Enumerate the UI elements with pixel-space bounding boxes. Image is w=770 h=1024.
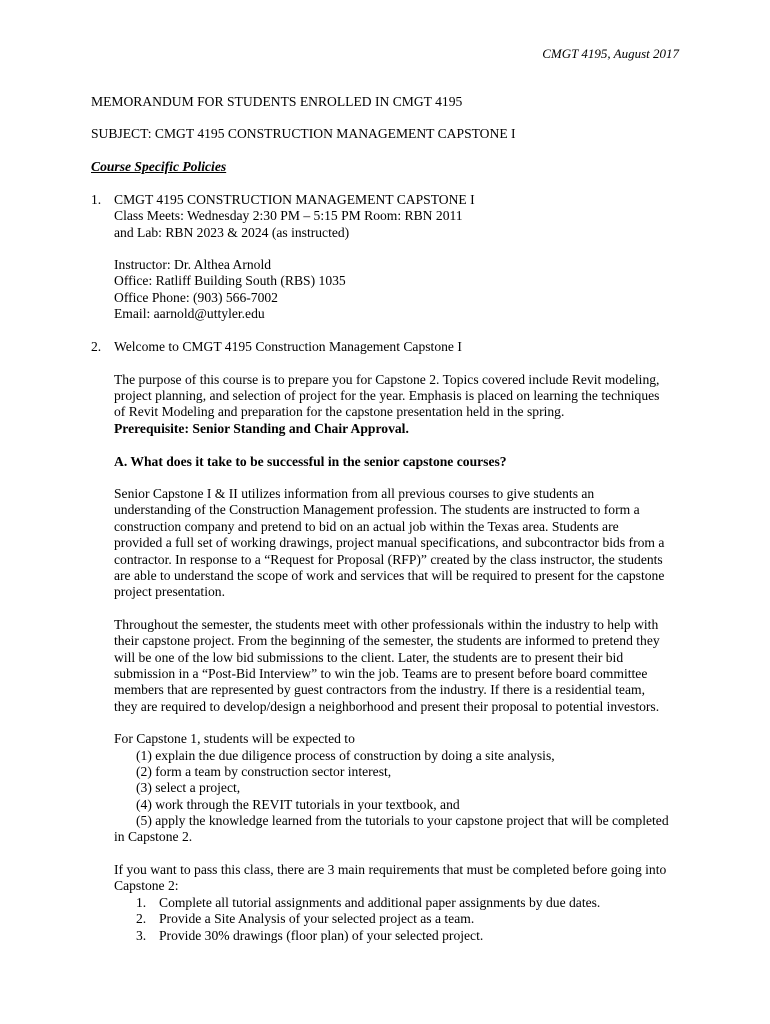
paragraph-1-line: provided a full set of working drawings, project manual specifications, and subcontractor bids from a xyxy=(114,535,665,550)
capstone-1-intro: For Capstone 1, students will be expected to xyxy=(114,731,355,746)
capstone-1-item: (3) select a project, xyxy=(136,780,241,795)
requirement-number: 3. xyxy=(136,928,147,943)
purpose-line: The purpose of this course is to prepare you for Capstone 2. Topics covered include Revit modeling, xyxy=(114,372,660,387)
capstone-1-item: (1) explain the due diligence process of construction by doing a site analysis, xyxy=(136,748,555,763)
class-meets-line: Class Meets: Wednesday 2:30 PM – 5:15 PM Room: RBN 2011 xyxy=(114,208,463,223)
paragraph-2-line: their capstone project. From the beginning of the semester, the students are informed to pretend they xyxy=(114,633,660,648)
purpose-line: project planning, and selection of project for the year. Emphasis is placed on learning the techniques xyxy=(114,388,660,403)
policies-heading: Course Specific Policies xyxy=(91,159,227,174)
lab-line: and Lab: RBN 2023 & 2024 (as instructed) xyxy=(114,225,350,240)
requirement-text: Provide a Site Analysis of your selected project as a team. xyxy=(159,911,475,926)
requirement-text: Complete all tutorial assignments and additional paper assignments by due dates. xyxy=(159,895,601,910)
paragraph-2-line: submission in a “Post-Bid Interview” to win the job. Teams are to present before board committee xyxy=(114,666,648,681)
paragraph-1-line: are able to understand the scope of work and services that will be required to present for the capstone xyxy=(114,568,665,583)
requirements-intro-line: Capstone 2: xyxy=(114,878,179,893)
office-line: Office: Ratliff Building South (RBS) 1035 xyxy=(114,273,346,288)
purpose-line: of Revit Modeling and preparation for the capstone presentation held in the spring. xyxy=(114,404,565,419)
section-2-title: Welcome to CMGT 4195 Construction Management Capstone I xyxy=(114,339,462,354)
capstone-1-item: (2) form a team by construction sector interest, xyxy=(136,764,392,779)
course-date-header: CMGT 4195, August 2017 xyxy=(542,46,679,61)
paragraph-1-line: project presentation. xyxy=(114,584,225,599)
section-1-title: CMGT 4195 CONSTRUCTION MANAGEMENT CAPSTONE I xyxy=(114,192,475,207)
paragraph-2-line: they are required to develop/design a neighborhood and present their proposal to potential investors. xyxy=(114,699,660,714)
email-line: Email: aarnold@uttyler.edu xyxy=(114,306,265,321)
paragraph-1-line: Senior Capstone I & II utilizes information from all previous courses to give students an xyxy=(114,486,595,501)
capstone-1-item: (5) apply the knowledge learned from the tutorials to your capstone project that will be completed xyxy=(136,813,669,828)
paragraph-2-line: will be one of the low bid submissions to the client. Later, the students are to present their bid xyxy=(114,650,624,665)
section-2-number: 2. xyxy=(91,339,102,354)
paragraph-2-line: members that are represented by guest contractors from the industry. If there is a residential team, xyxy=(114,682,645,697)
paragraph-1-line: understanding of the Construction Management profession. The students are instructed to form a xyxy=(114,502,640,517)
capstone-1-continuation: in Capstone 2. xyxy=(114,829,193,844)
capstone-1-item: (4) work through the REVIT tutorials in your textbook, and xyxy=(136,797,460,812)
paragraph-2-line: Throughout the semester, the students meet with other professionals within the industry to help with xyxy=(114,617,659,632)
requirement-number: 1. xyxy=(136,895,147,910)
memo-subject-line: SUBJECT: CMGT 4195 CONSTRUCTION MANAGEMENT CAPSTONE I xyxy=(91,126,516,141)
phone-line: Office Phone: (903) 566-7002 xyxy=(114,290,278,305)
prerequisite-line: Prerequisite: Senior Standing and Chair Approval. xyxy=(114,421,409,436)
requirement-number: 2. xyxy=(136,911,147,926)
section-1-number: 1. xyxy=(91,192,102,207)
paragraph-1-line: construction company and pretend to bid on an actual job within the Texas area. Students are xyxy=(114,519,619,534)
memo-to-line: MEMORANDUM FOR STUDENTS ENROLLED IN CMGT 4195 xyxy=(91,94,463,109)
paragraph-1-line: contractor. In response to a “Request for Proposal (RFP)” created by the class instructor, the students xyxy=(114,552,663,567)
requirements-intro-line: If you want to pass this class, there are 3 main requirements that must be completed before going into xyxy=(114,862,667,877)
success-question-heading: A. What does it take to be successful in the senior capstone courses? xyxy=(114,454,507,469)
requirement-text: Provide 30% drawings (floor plan) of your selected project. xyxy=(159,928,484,943)
instructor-line: Instructor: Dr. Althea Arnold xyxy=(114,257,272,272)
